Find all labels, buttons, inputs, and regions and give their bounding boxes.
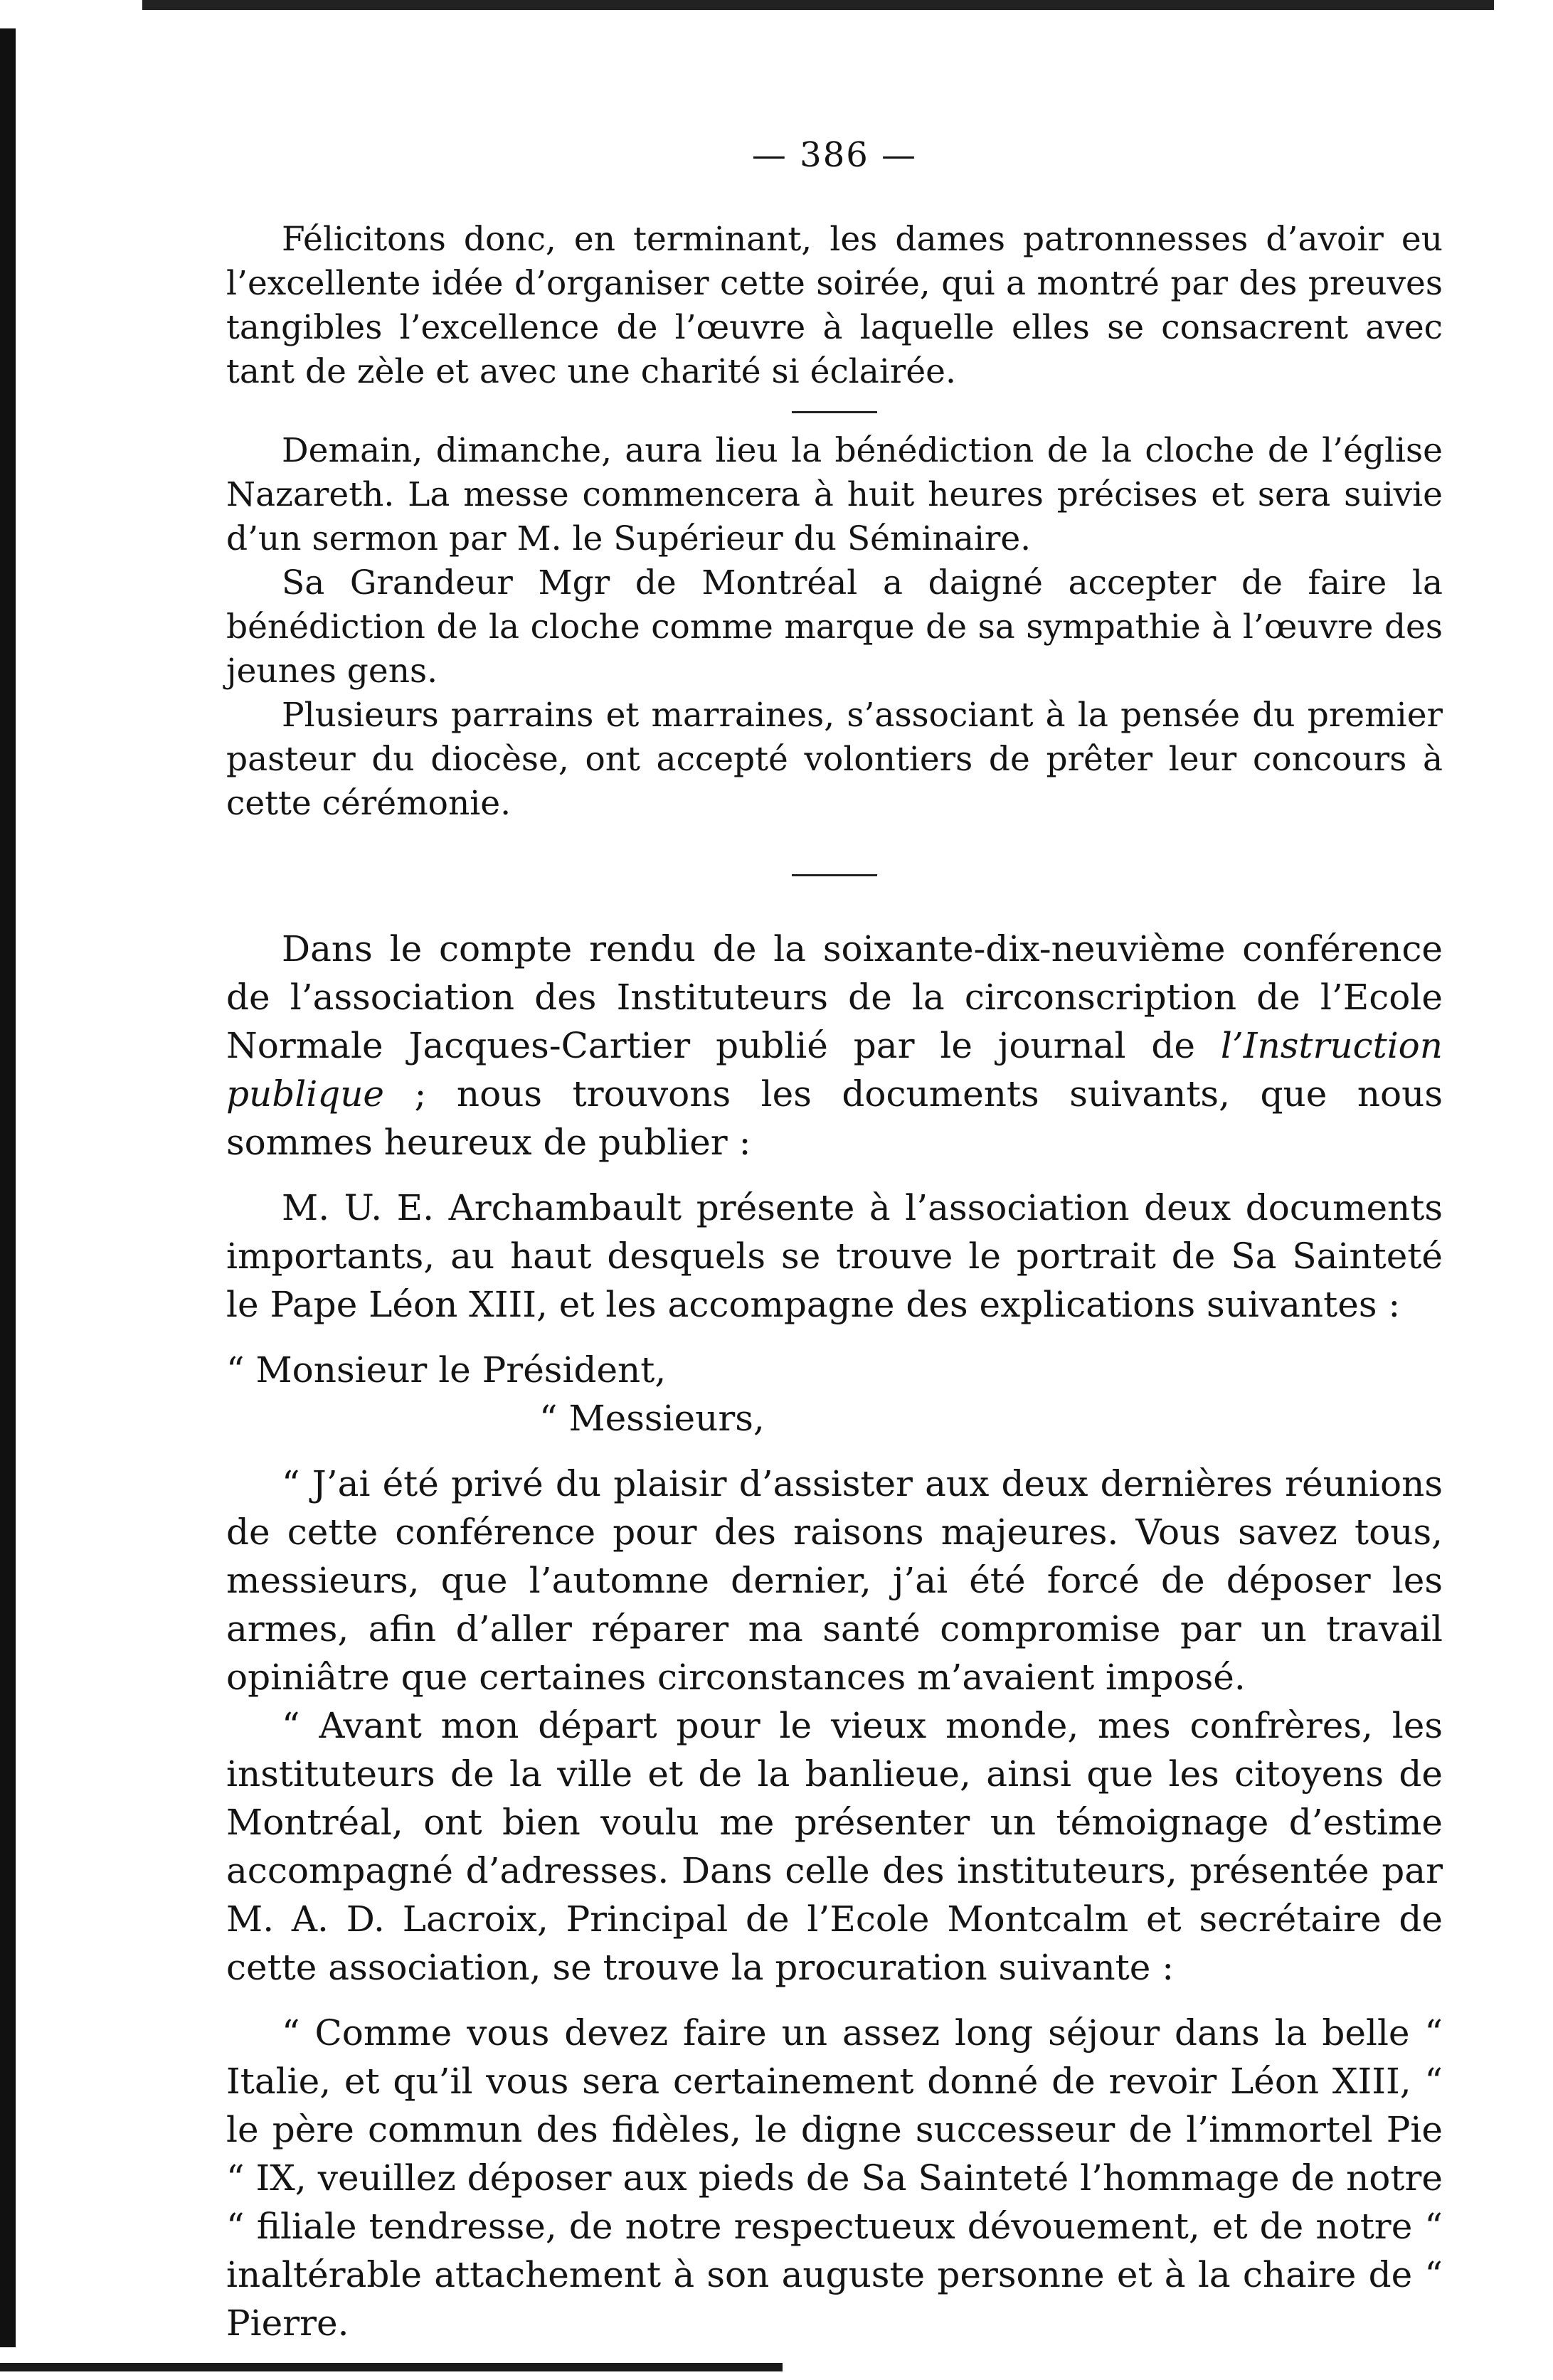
spacer <box>226 1992 1443 2009</box>
paragraph-compte-rendu <box>226 925 1443 1167</box>
short-rule <box>792 411 877 413</box>
salutation-president: “ Monsieur le Président, <box>226 1349 667 1391</box>
paragraph-speech-1: “ J’ai été privé du plaisir d’assister aux deux dernières réunions de cette conférence pour des raisons majeures. Vous savez tous, messieurs, que l’automne dernier, j’ai été forcé de déposer les armes, afin d’aller réparer ma santé compromise par un travail opiniâtre que certaines circonstances m’avaient imposé. <box>226 1463 1443 1698</box>
spacer <box>226 1443 1443 1460</box>
paragraph-speech-2: “ Avant mon départ pour le vieux monde, mes confrères, les instituteurs de la ville et de la banlieue, ainsi que les citoyens de Montréal, ont bien voulu me présenter un témoignage d’estime accompagné d’adresses. Dans celle des instituteurs, présentée par M. A. D. Lacroix, Principal de l’Ecole Montcalm et secrétaire de cette association, se trouve la procuration suivante : <box>226 1705 1443 1988</box>
paragraph-demain: Demain, dimanche, aura lieu la bénédiction de la cloche de l’église Nazareth. La messe commencera à huit heures précises et sera suivie d’un sermon par M. le Supérieur du Séminaire. <box>226 431 1443 558</box>
page-number: — 386 — <box>751 135 918 175</box>
spacer <box>226 1167 1443 1184</box>
scan-bottom-edge <box>0 2363 783 2371</box>
section-conference <box>226 925 1443 2347</box>
paragraph-sa-grandeur: Sa Grandeur Mgr de Montréal a daigné accepter de faire la bénédiction de la cloche comme marque de sa sympathie à l’œuvre des jeunes gens. <box>226 563 1443 691</box>
journal-title: l’Instruction publique <box>226 1025 1443 1115</box>
intro-text-end: ; nous trouvons les documents suivants, que nous sommes heureux de publier : <box>226 1073 1443 1163</box>
scan-top-edge <box>142 0 1494 10</box>
intro-text: Dans le compte rendu de la soixante-dix-neuvième conférence de l’association des Instituteurs de la circonscription de l’Ecole Normale Jacques-Cartier publié par le journal de <box>226 928 1443 1066</box>
section-divider <box>792 874 877 876</box>
scan-left-edge <box>0 28 16 2347</box>
salutation-messieurs: “ Messieurs, <box>539 1398 765 1439</box>
paragraph-parrains: Plusieurs parrains et marraines, s’associant à la pensée du premier pasteur du diocèse, ont accepté volontiers de prêter leur concours à cette cérémonie. <box>226 696 1443 823</box>
paragraph-procuration: “ Comme vous devez faire un assez long séjour dans la belle “ Italie, et qu’il vous sera certainement donné de revoir Léon XIII, “ le père commun des fidèles, le digne successeur de l’immortel Pie “ IX, veuillez déposer aux pieds de Sa Sainteté l’hommage de notre “ filiale tendresse, de notre respectueux dévouement, et de notre “ inaltérable attachement à son auguste personne et à la chaire de “ Pierre. <box>226 2012 1443 2344</box>
paragraph-archambault: M. U. E. Archambault présente à l’association deux documents importants, au haut desquels se trouve le portrait de Sa Sainteté le Pape Léon XIII, et les accompagne des explications suivantes : <box>226 1187 1443 1325</box>
paragraph-felicitons: Félicitons donc, en terminant, les dames patronnesses d’avoir eu l’excellente idée d’organiser cette soirée, qui a montré par des preuves tangibles l’excellence de l’œuvre à laquelle elles se consacrent avec tant de zèle et avec une charité si éclairée. <box>226 220 1443 391</box>
spacer <box>226 1329 1443 1346</box>
document-page <box>226 135 1443 2347</box>
section-soiree <box>226 218 1443 826</box>
